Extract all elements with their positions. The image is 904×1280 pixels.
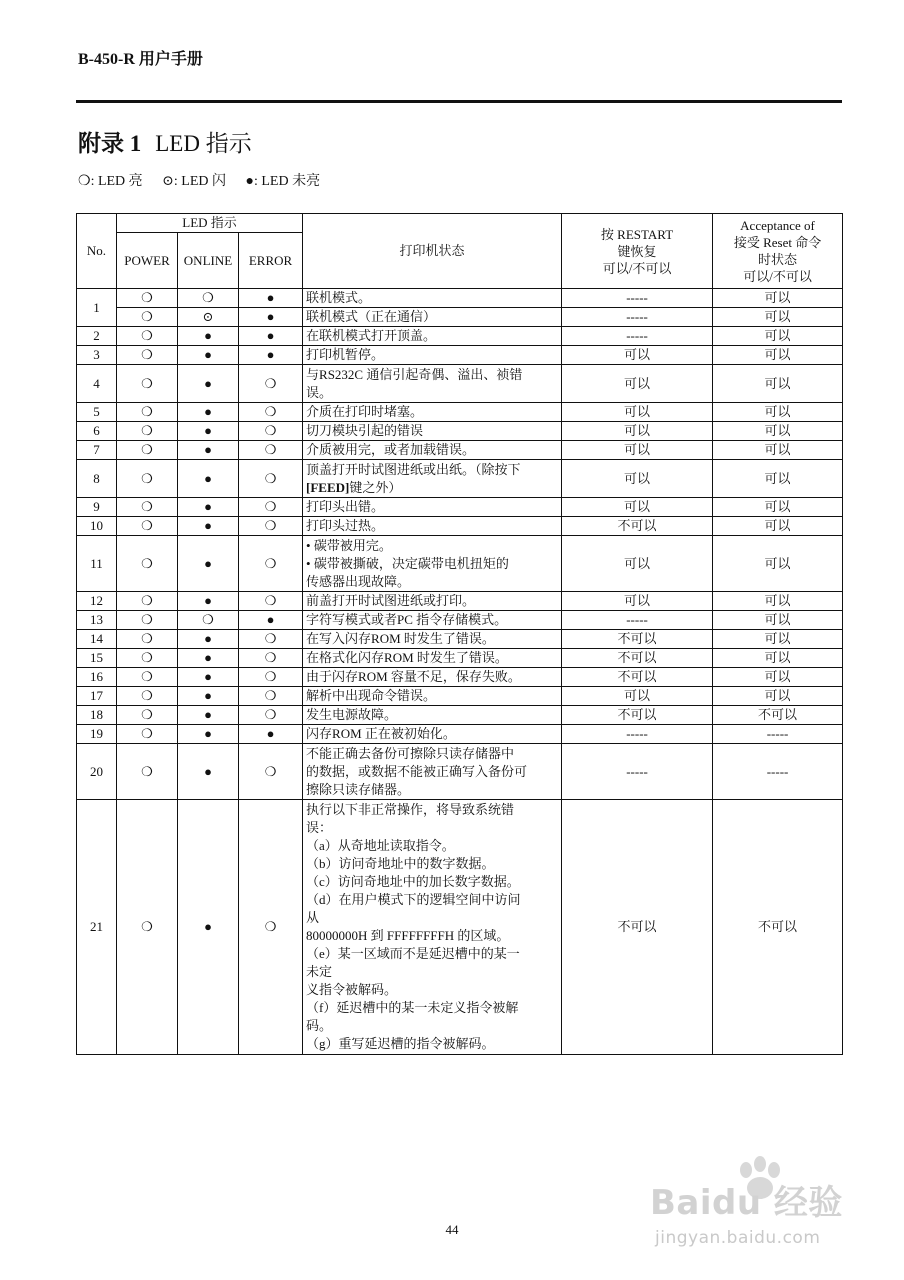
- header-restart-line: 可以/不可以: [602, 260, 672, 276]
- state-text-line: （c）访问奇地址中的加长数字数据。: [306, 874, 520, 889]
- cell-restart: 可以: [562, 365, 713, 403]
- led-power-indicator-icon: ❍: [117, 498, 178, 517]
- cell-no: 7: [77, 441, 117, 460]
- led-power-indicator-icon: ❍: [117, 592, 178, 611]
- table-row: [77, 422, 843, 441]
- state-text-line: 打印头过热。: [306, 518, 385, 533]
- led-error-indicator-icon: ❍: [239, 744, 303, 800]
- led-online-indicator-icon: ●: [178, 725, 239, 744]
- led-error-indicator-icon: ❍: [239, 460, 303, 498]
- table-row: [77, 744, 843, 800]
- state-text-line: （b）访问奇地址中的数字数据。: [306, 856, 495, 871]
- cell-restart: -----: [562, 289, 713, 308]
- cell-no: 16: [77, 668, 117, 687]
- cell-restart: -----: [562, 725, 713, 744]
- led-power-indicator-icon: ❍: [117, 630, 178, 649]
- legend-off-icon: ●: [245, 174, 254, 189]
- cell-printer-state: [303, 460, 562, 498]
- cell-restart: 可以: [562, 422, 713, 441]
- cell-no: 2: [77, 327, 117, 346]
- state-text-line: 发生电源故障。: [306, 707, 398, 722]
- state-text-line: 联机模式（正在通信）: [306, 309, 437, 324]
- led-error-indicator-icon: ❍: [239, 649, 303, 668]
- legend-on-icon: ❍: [78, 174, 91, 189]
- led-online-indicator-icon: ●: [178, 649, 239, 668]
- state-text-line: 80000000H 到 FFFFFFFFH 的区域。: [306, 928, 510, 943]
- led-power-indicator-icon: ❍: [117, 517, 178, 536]
- cell-printer-state: [303, 498, 562, 517]
- cell-restart: 不可以: [562, 517, 713, 536]
- table-row: [77, 592, 843, 611]
- cell-no: 8: [77, 460, 117, 498]
- section-title: [78, 125, 252, 158]
- cell-restart: 可以: [562, 346, 713, 365]
- header-reset: [713, 214, 843, 289]
- led-power-indicator-icon: ❍: [117, 800, 178, 1055]
- led-power-indicator-icon: ❍: [117, 327, 178, 346]
- cell-restart: 不可以: [562, 706, 713, 725]
- led-online-indicator-icon: ●: [178, 498, 239, 517]
- state-text-line: 切刀模块引起的错误: [306, 423, 424, 438]
- cell-restart: 可以: [562, 687, 713, 706]
- state-text-line: 介质在打印时堵塞。: [306, 404, 424, 419]
- cell-reset: 可以: [713, 687, 843, 706]
- table-row: [77, 498, 843, 517]
- led-power-indicator-icon: ❍: [117, 611, 178, 630]
- table-row: [77, 289, 843, 308]
- state-text-line: 与RS232C 通信引起奇偶、溢出、祯错: [306, 366, 523, 382]
- table-row: [77, 687, 843, 706]
- led-online-indicator-icon: ●: [178, 536, 239, 592]
- table-row: [77, 649, 843, 668]
- cell-printer-state: [303, 725, 562, 744]
- state-text-line: 不能正确去备份可擦除只读存储器中: [306, 745, 515, 761]
- cell-printer-state: [303, 327, 562, 346]
- header-no: No.: [77, 214, 117, 289]
- table-row: [77, 611, 843, 630]
- table-row: [77, 308, 843, 327]
- cell-reset: 可以: [713, 498, 843, 517]
- cell-printer-state: [303, 611, 562, 630]
- cell-printer-state: [303, 800, 562, 1055]
- cell-restart: 可以: [562, 592, 713, 611]
- led-power-indicator-icon: ❍: [117, 289, 178, 308]
- page-number: 44: [445, 1222, 459, 1237]
- document-header: B-450-R 用户手册: [78, 51, 203, 68]
- state-text-line: 码。: [306, 1018, 333, 1033]
- led-error-indicator-icon: ●: [239, 289, 303, 308]
- led-online-indicator-icon: ●: [178, 517, 239, 536]
- cell-restart: 不可以: [562, 668, 713, 687]
- cell-reset: 可以: [713, 403, 843, 422]
- state-text-line: 未定: [306, 964, 333, 979]
- table-row: [77, 365, 843, 403]
- led-online-indicator-icon: ⊙: [178, 308, 239, 327]
- led-online-indicator-icon: ●: [178, 630, 239, 649]
- cell-restart: 不可以: [562, 800, 713, 1055]
- led-power-indicator-icon: ❍: [117, 668, 178, 687]
- state-text-line: 解析中出现命令错误。: [306, 688, 437, 703]
- cell-reset: 可以: [713, 592, 843, 611]
- legend-on-text: : LED 亮: [90, 174, 143, 189]
- state-text-line: 闪存ROM 正在被初始化。: [306, 726, 456, 741]
- cell-no: 12: [77, 592, 117, 611]
- led-power-indicator-icon: ❍: [117, 346, 178, 365]
- led-online-indicator-icon: ●: [178, 365, 239, 403]
- cell-reset: 可以: [713, 630, 843, 649]
- cell-reset: 可以: [713, 327, 843, 346]
- table-row: [77, 403, 843, 422]
- cell-restart: -----: [562, 308, 713, 327]
- state-text-line: 在联机模式打开顶盖。: [306, 328, 437, 343]
- led-power-indicator-icon: ❍: [117, 725, 178, 744]
- cell-no: 10: [77, 517, 117, 536]
- state-text-line: • 碳带被用完。: [306, 537, 392, 553]
- header-rule: [76, 100, 842, 103]
- cell-restart: 可以: [562, 460, 713, 498]
- led-online-indicator-icon: ●: [178, 800, 239, 1055]
- state-text-line: 在写入闪存ROM 时发生了错误。: [306, 631, 495, 646]
- state-text-line: 打印机暂停。: [306, 347, 385, 362]
- header-error: ERROR: [239, 233, 303, 289]
- cell-reset: 可以: [713, 289, 843, 308]
- table-row: [77, 630, 843, 649]
- cell-printer-state: [303, 592, 562, 611]
- led-online-indicator-icon: ●: [178, 668, 239, 687]
- cell-no: 5: [77, 403, 117, 422]
- state-text-line: 误：: [306, 820, 333, 835]
- cell-reset: 可以: [713, 460, 843, 498]
- cell-reset: 可以: [713, 611, 843, 630]
- state-text-line: 联机模式。: [306, 290, 372, 305]
- led-indicator-table: [76, 213, 843, 1055]
- cell-reset: -----: [713, 725, 843, 744]
- header-online: ONLINE: [178, 233, 239, 289]
- table-row: [77, 706, 843, 725]
- cell-no: 19: [77, 725, 117, 744]
- state-text-line: （f）延迟槽中的某一未定义指令被解: [306, 1000, 519, 1015]
- cell-restart: -----: [562, 611, 713, 630]
- cell-reset: 可以: [713, 346, 843, 365]
- cell-printer-state: [303, 649, 562, 668]
- cell-reset: 不可以: [713, 800, 843, 1055]
- state-text-line: 打印头出错。: [306, 499, 385, 514]
- cell-reset: 可以: [713, 517, 843, 536]
- header-state: 打印机状态: [303, 214, 562, 289]
- state-text-line: （a）从奇地址读取指令。: [306, 838, 455, 853]
- cell-restart: -----: [562, 327, 713, 346]
- section-number: 附录 1: [78, 131, 142, 156]
- led-power-indicator-icon: ❍: [117, 365, 178, 403]
- led-power-indicator-icon: ❍: [117, 687, 178, 706]
- led-online-indicator-icon: ●: [178, 460, 239, 498]
- state-text-line: 误。: [306, 384, 333, 400]
- state-text-line: 擦除只读存储器。: [306, 781, 411, 797]
- cell-printer-state: [303, 346, 562, 365]
- cell-reset: 可以: [713, 308, 843, 327]
- led-error-indicator-icon: ❍: [239, 592, 303, 611]
- led-error-indicator-icon: ❍: [239, 800, 303, 1055]
- header-reset-line: 接受 Reset 命令: [733, 235, 822, 250]
- led-online-indicator-icon: ❍: [178, 611, 239, 630]
- feed-key-label: [FEED]: [306, 479, 350, 495]
- cell-restart: 可以: [562, 498, 713, 517]
- cell-reset: -----: [713, 744, 843, 800]
- cell-printer-state: [303, 289, 562, 308]
- cell-reset: 可以: [713, 668, 843, 687]
- cell-printer-state: [303, 536, 562, 592]
- led-power-indicator-icon: ❍: [117, 744, 178, 800]
- led-online-indicator-icon: ●: [178, 744, 239, 800]
- cell-no: 4: [77, 365, 117, 403]
- header-restart-line: 按 RESTART: [600, 226, 674, 242]
- led-error-indicator-icon: ●: [239, 327, 303, 346]
- header-power: POWER: [117, 233, 178, 289]
- state-text-line: 顶盖打开时试图进纸或出纸。（除按下: [306, 461, 521, 477]
- led-power-indicator-icon: ❍: [117, 403, 178, 422]
- table-row: [77, 327, 843, 346]
- led-power-indicator-icon: ❍: [117, 441, 178, 460]
- led-online-indicator-icon: ●: [178, 346, 239, 365]
- led-online-indicator-icon: ●: [178, 403, 239, 422]
- cell-no: 20: [77, 744, 117, 800]
- cell-printer-state: [303, 517, 562, 536]
- cell-printer-state: [303, 630, 562, 649]
- state-text-line: 执行以下非正常操作，将导致系统错: [306, 802, 515, 817]
- state-text-line: 由于闪存ROM 容量不足，保存失败。: [306, 669, 521, 684]
- state-text-line: 义指令被解码。: [306, 982, 398, 997]
- led-error-indicator-icon: ❍: [239, 498, 303, 517]
- state-text-line: （g）重写延迟槽的指令被解码。: [306, 1036, 495, 1051]
- cell-printer-state: [303, 422, 562, 441]
- cell-reset: 不可以: [713, 706, 843, 725]
- state-text-line: [FEED]键之外）: [306, 479, 402, 495]
- led-error-indicator-icon: ❍: [239, 687, 303, 706]
- header-reset-line: 时状态: [758, 252, 798, 267]
- header-led-group: LED 指示: [117, 214, 303, 233]
- led-online-indicator-icon: ●: [178, 441, 239, 460]
- led-online-indicator-icon: ●: [178, 687, 239, 706]
- state-text-line: 的数据，或数据不能被正确写入备份可: [306, 763, 528, 779]
- header-reset-line: 可以/不可以: [743, 269, 812, 284]
- led-online-indicator-icon: ●: [178, 422, 239, 441]
- led-error-indicator-icon: ●: [239, 725, 303, 744]
- led-error-indicator-icon: ❍: [239, 536, 303, 592]
- cell-no: 18: [77, 706, 117, 725]
- state-text-line: 字符写模式或者PC 指令存储模式。: [306, 612, 508, 627]
- cell-printer-state: [303, 403, 562, 422]
- state-text-line: 介质被用完，或者加载错误。: [306, 442, 476, 457]
- cell-restart: 可以: [562, 403, 713, 422]
- header-restart-line: 键恢复: [617, 243, 657, 259]
- cell-no: 13: [77, 611, 117, 630]
- led-power-indicator-icon: ❍: [117, 460, 178, 498]
- cell-printer-state: [303, 365, 562, 403]
- cell-no: 21: [77, 800, 117, 1055]
- cell-no: 9: [77, 498, 117, 517]
- cell-printer-state: [303, 668, 562, 687]
- legend-blink-icon: ⊙: [162, 174, 174, 189]
- led-error-indicator-icon: ❍: [239, 517, 303, 536]
- legend-off-text: : LED 未亮: [253, 174, 321, 189]
- cell-printer-state: [303, 744, 562, 800]
- header-restart: [562, 214, 713, 289]
- table-row: [77, 668, 843, 687]
- watermark-url: jingyan.baidu.com: [655, 1228, 821, 1248]
- state-text-line: （e）某一区域而不是延迟槽中的某一: [306, 946, 520, 961]
- table-row: [77, 441, 843, 460]
- cell-reset: 可以: [713, 422, 843, 441]
- led-online-indicator-icon: ●: [178, 592, 239, 611]
- watermark-brand: Baidu 经验: [650, 1183, 843, 1223]
- state-text-line: 从: [306, 910, 320, 925]
- led-error-indicator-icon: ❍: [239, 365, 303, 403]
- cell-restart: 可以: [562, 441, 713, 460]
- led-power-indicator-icon: ❍: [117, 308, 178, 327]
- cell-no: 15: [77, 649, 117, 668]
- state-text-line: 传感器出现故障。: [306, 573, 411, 589]
- led-error-indicator-icon: ❍: [239, 422, 303, 441]
- led-table-body: [77, 289, 843, 1055]
- cell-restart: -----: [562, 744, 713, 800]
- led-error-indicator-icon: ❍: [239, 403, 303, 422]
- led-online-indicator-icon: ❍: [178, 289, 239, 308]
- led-error-indicator-icon: ❍: [239, 668, 303, 687]
- led-power-indicator-icon: ❍: [117, 422, 178, 441]
- led-error-indicator-icon: ❍: [239, 630, 303, 649]
- cell-no: 3: [77, 346, 117, 365]
- led-error-indicator-icon: ●: [239, 611, 303, 630]
- table-row: [77, 517, 843, 536]
- cell-no: 1: [77, 289, 117, 327]
- cell-no: 6: [77, 422, 117, 441]
- cell-printer-state: [303, 706, 562, 725]
- table-row: [77, 536, 843, 592]
- led-error-indicator-icon: ●: [239, 308, 303, 327]
- section-title-text: LED 指示: [155, 131, 252, 156]
- state-text-line: （d）在用户模式下的逻辑空间中访问: [306, 892, 521, 907]
- state-text-line: 在格式化闪存ROM 时发生了错误。: [306, 650, 508, 665]
- led-online-indicator-icon: ●: [178, 706, 239, 725]
- cell-no: 17: [77, 687, 117, 706]
- cell-printer-state: [303, 441, 562, 460]
- state-text-line: • 碳带被撕破，决定碳带电机扭矩的: [306, 555, 509, 571]
- table-row: [77, 346, 843, 365]
- table-row: [77, 725, 843, 744]
- cell-restart: 不可以: [562, 649, 713, 668]
- cell-reset: 可以: [713, 649, 843, 668]
- cell-no: 11: [77, 536, 117, 592]
- led-error-indicator-icon: ❍: [239, 441, 303, 460]
- cell-restart: 可以: [562, 536, 713, 592]
- led-error-indicator-icon: ❍: [239, 706, 303, 725]
- cell-no: 14: [77, 630, 117, 649]
- led-online-indicator-icon: ●: [178, 327, 239, 346]
- led-power-indicator-icon: ❍: [117, 649, 178, 668]
- legend-blink-text: : LED 闪: [173, 174, 227, 189]
- led-legend: [78, 170, 326, 190]
- cell-printer-state: [303, 687, 562, 706]
- state-text-line: 前盖打开时试图进纸或打印。: [306, 593, 476, 608]
- cell-reset: 可以: [713, 536, 843, 592]
- table-row: [77, 800, 843, 1055]
- header-reset-line: Acceptance of: [740, 218, 815, 233]
- led-power-indicator-icon: ❍: [117, 706, 178, 725]
- led-power-indicator-icon: ❍: [117, 536, 178, 592]
- cell-printer-state: [303, 308, 562, 327]
- cell-reset: 可以: [713, 365, 843, 403]
- table-row: [77, 460, 843, 498]
- cell-restart: 不可以: [562, 630, 713, 649]
- cell-reset: 可以: [713, 441, 843, 460]
- led-error-indicator-icon: ●: [239, 346, 303, 365]
